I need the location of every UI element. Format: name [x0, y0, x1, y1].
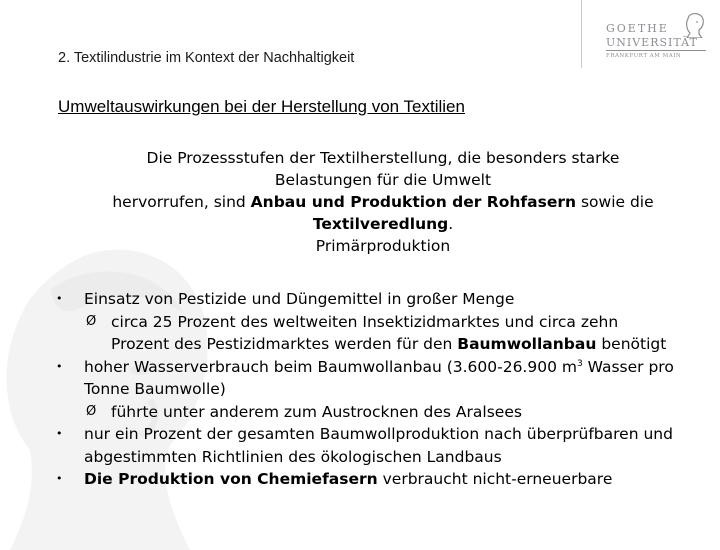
bullet-icon: • [56, 292, 63, 305]
bullet-text: nur ein Prozent der gesamten Baumwollproduktion nach überprüfbaren und abgestimmten Richtlinien des ökologischen Landbaus [84, 425, 673, 466]
section-subtitle: Umweltauswirkungen bei der Herstellung von Textilien [58, 97, 465, 116]
intro-line-5: Primärproduktion [315, 237, 451, 255]
bullet-icon: • [56, 472, 63, 485]
list-item [56, 468, 676, 491]
bullet-text-sup: 3 [576, 358, 583, 369]
arrow-icon: Ø [86, 313, 97, 329]
intro-line-4-bold: Textilveredlung [312, 215, 449, 233]
intro-line-1: Die Prozessstufen der Textilherstellung, die besonders starke [146, 149, 620, 167]
intro-line-2: Belastungen für die Umwelt [274, 171, 492, 189]
intro-line-4 [58, 213, 708, 235]
sub-text-bold: Baumwollanbau [457, 335, 597, 353]
sub-text-pre: circa 25 Prozent des weltweiten Insektizidmarktes und circa zehn Prozent des Pestizidmarktes werden für den [111, 312, 619, 353]
intro-paragraph [58, 147, 708, 257]
bullet-text-bold: Die Produktion von Chemiefasern [84, 470, 378, 488]
intro-line-4-post: . [448, 215, 454, 233]
logo-rule [606, 50, 706, 51]
university-logo[interactable] [606, 12, 716, 64]
list-item [56, 356, 676, 424]
sub-text: führte unter anderem zum Austrocknen des Aralsees [111, 402, 522, 421]
intro-line-3-post: sowie die [576, 193, 654, 211]
bullet-text-post: Wasser pro Tonne Baumwolle) [84, 357, 674, 398]
sub-item [86, 401, 676, 424]
logo-divider [581, 0, 582, 68]
goethe-portrait-icon [684, 12, 706, 38]
intro-line-3-bold: Anbau und Produktion der Rohfasern [250, 193, 577, 211]
logo-universitaet-text: UNIVERSITÄT [606, 36, 698, 49]
arrow-icon: Ø [86, 403, 97, 419]
logo-city-text: FRANKFURT AM MAIN [606, 53, 682, 59]
logo-goethe-text: GOETHE [606, 22, 669, 35]
page-header-title: 2. Textilindustrie im Kontext der Nachhaltigkeit [58, 50, 355, 66]
intro-line-3 [58, 191, 708, 213]
intro-line-3-pre: hervorrufen, sind [112, 193, 251, 211]
list-item [56, 423, 676, 468]
bullet-list [56, 288, 676, 491]
list-item [56, 288, 676, 356]
sub-text-post: benötigt [596, 335, 667, 353]
bullet-icon: • [56, 427, 63, 440]
bullet-text-pre: hoher Wasserverbrauch beim Baumwollanbau (3.600-26.900 m [84, 357, 577, 376]
bullet-text: Einsatz von Pestizide und Düngemittel in großer Menge [84, 290, 515, 308]
bullet-text-post: verbraucht nicht-erneuerbare [377, 470, 613, 488]
sub-item [86, 311, 676, 356]
bullet-icon: • [56, 359, 63, 373]
